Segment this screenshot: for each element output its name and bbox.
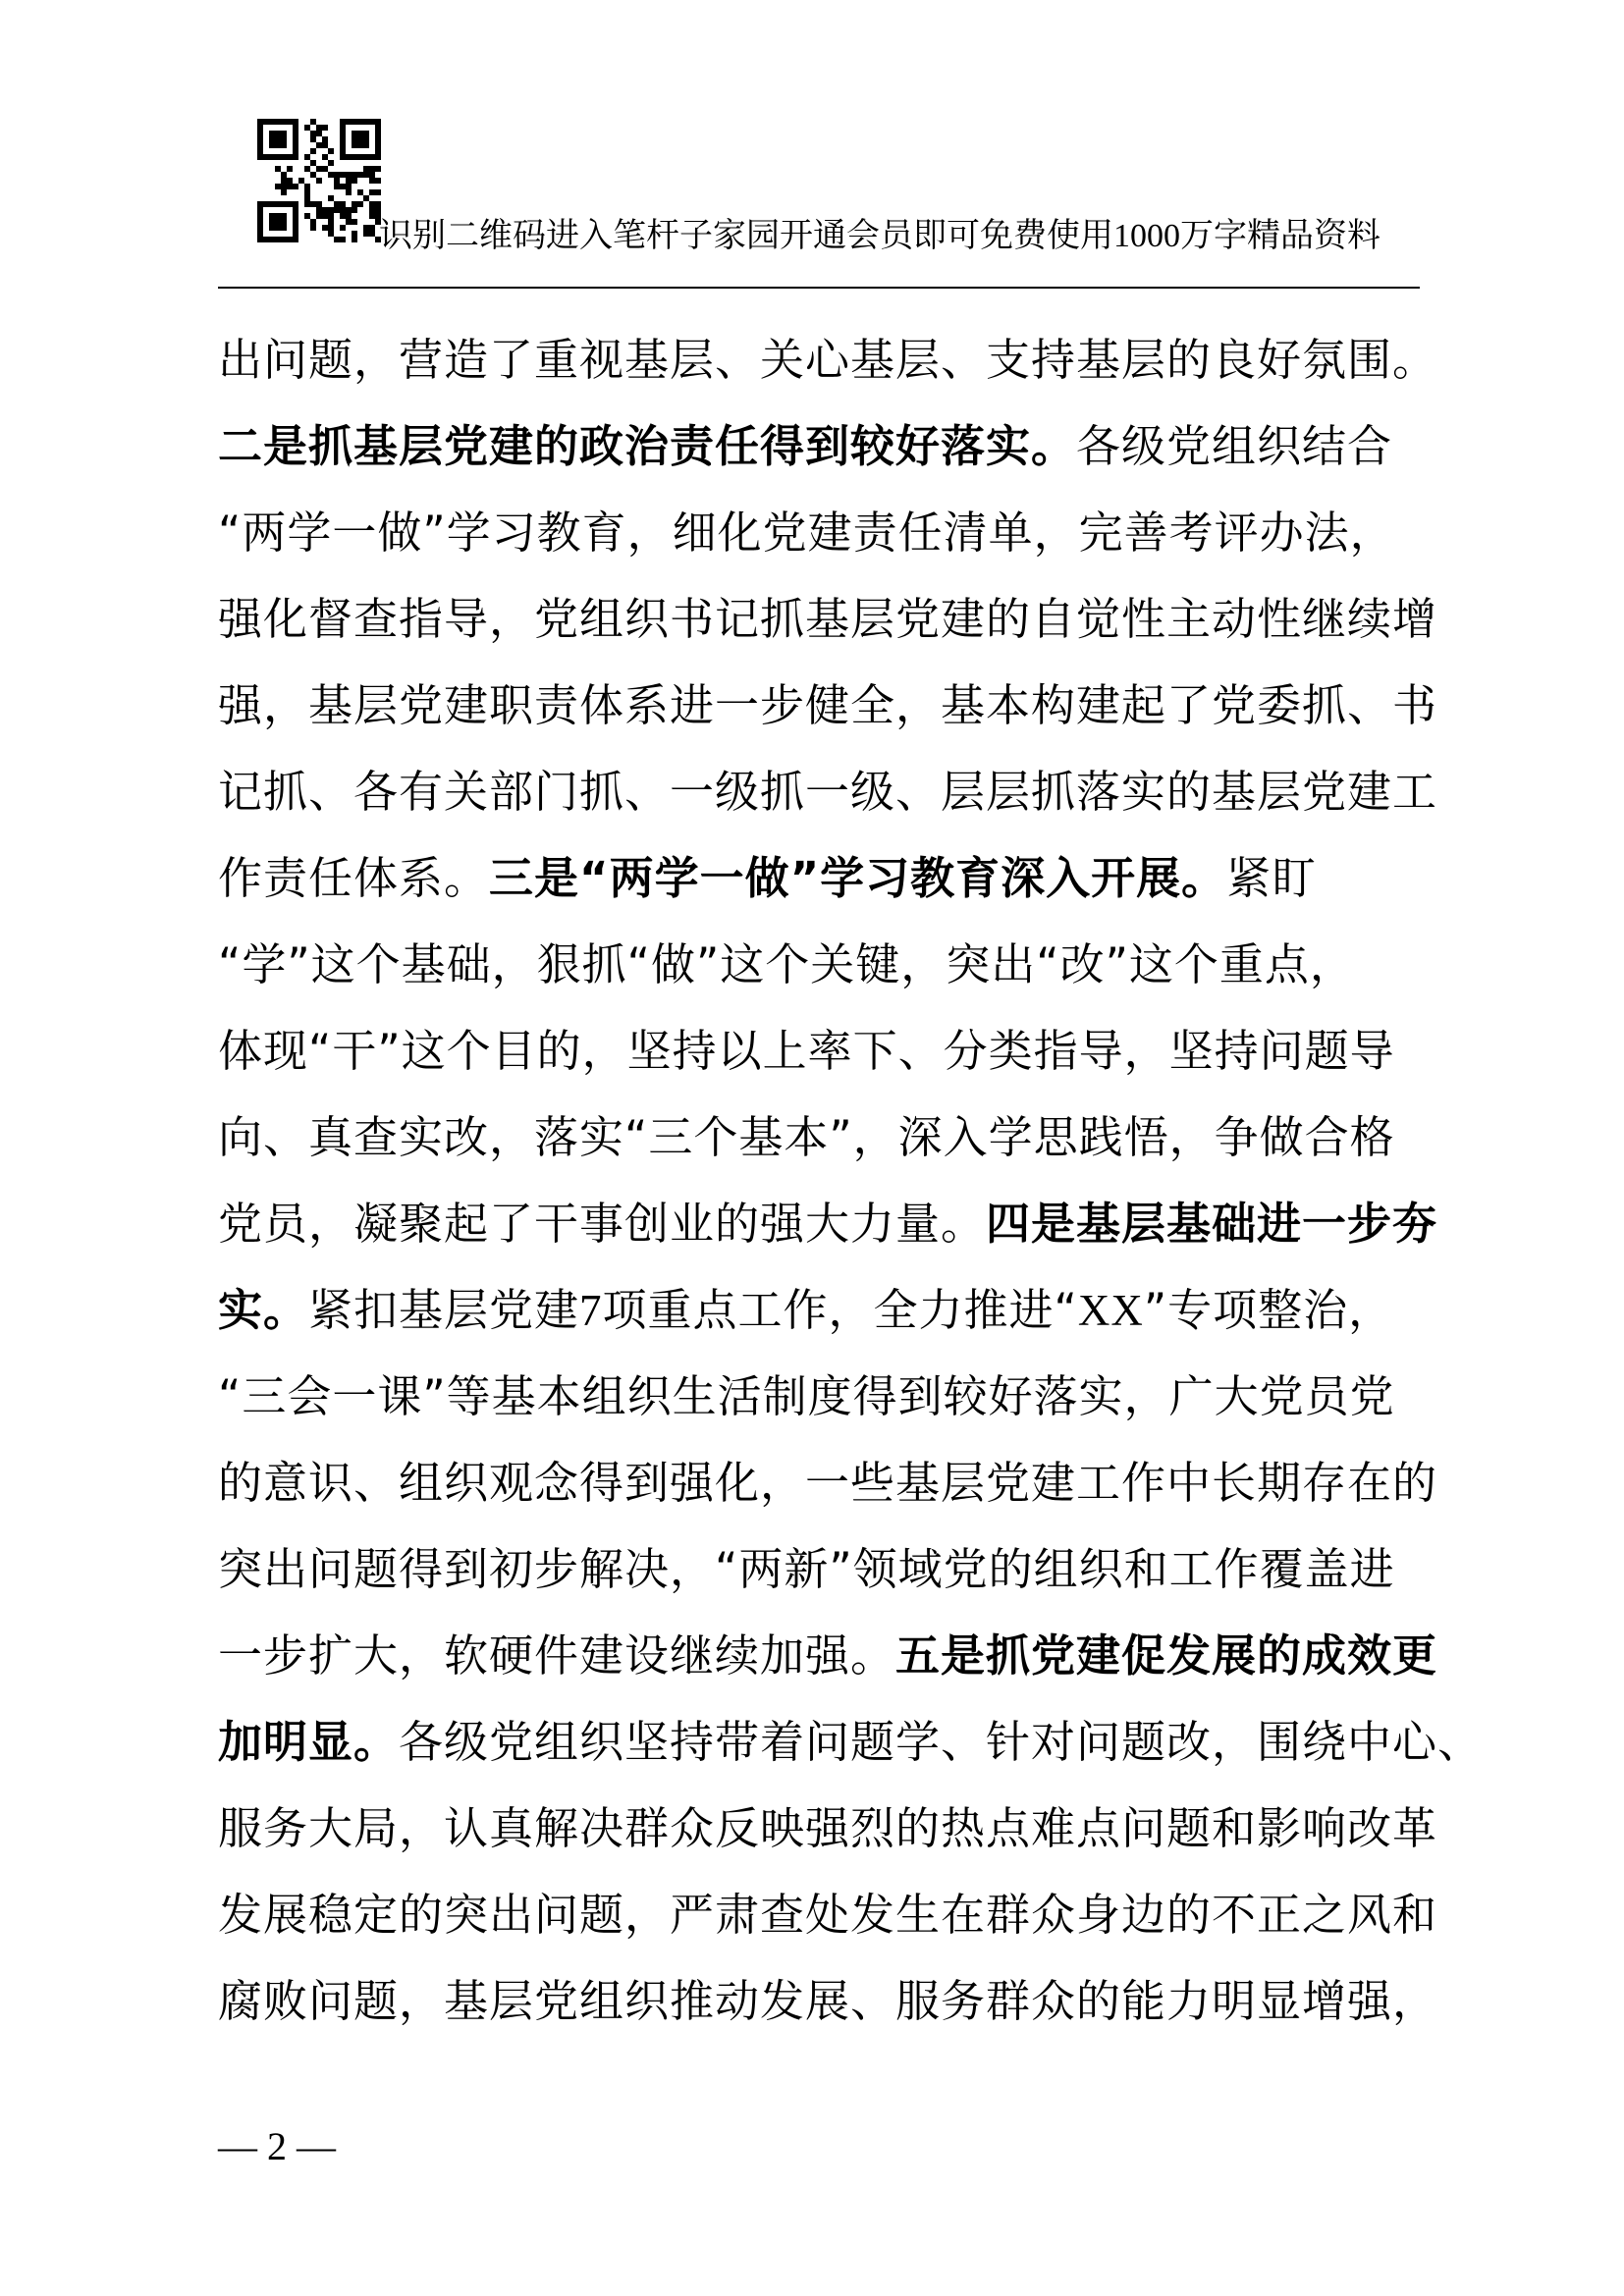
body-text: 紧扣基层党建 (308, 1284, 580, 1336)
text-line (218, 1526, 1432, 1613)
body-text: 出问题，营造了重视基层、关心基层、支持基层的良好氛围。 (218, 334, 1438, 386)
body-text: 的意识、组织观念得到强化，一些基层党建工作中长期存在的 (218, 1457, 1438, 1509)
bold-heading-text: 加明显。 (218, 1716, 400, 1768)
text-line (218, 576, 1438, 663)
text-line (218, 1095, 1432, 1181)
body-text: 强化督查指导，党组织书记抓基层党建的自觉性主动性继续增 (218, 593, 1438, 645)
body-text: 党员，凝聚起了干事创业的强大力量。 (218, 1198, 987, 1250)
body-text: 腐败问题，基层党组织推动发展、服务群众的能力明显增强， (218, 1975, 1438, 2027)
text-line (218, 317, 1438, 403)
body-text: 作责任体系。 (218, 852, 490, 904)
text-line (218, 1008, 1432, 1095)
body-text: 体现“干”这个目的，坚持以上率下、分类指导，坚持问题导 (218, 1025, 1395, 1077)
body-text: ”专项整治， (1143, 1284, 1394, 1336)
header-note: 识别二维码进入笔杆子家园开通会员即可免费使用1000万字精品资料 (379, 218, 1380, 254)
text-line (218, 835, 1432, 922)
text-line (218, 922, 1432, 1008)
body-text: 发展稳定的突出问题，严肃查处发生在群众身边的不正之风和 (218, 1889, 1438, 1941)
document-body (218, 317, 1484, 2045)
body-text: 向、真查实改，落实“三个基本”，深入学思践悟，争做合格 (218, 1111, 1395, 1163)
body-text: 紧盯 (1226, 852, 1318, 904)
body-text: 记抓、各有关部门抓、一级抓一级、层层抓落实的基层党建工 (218, 766, 1438, 818)
text-line (218, 1181, 1438, 1267)
body-text: XX (1077, 1286, 1144, 1335)
body-text: “三会一课”等基本组织生活制度得到较好落实，广大党员党 (218, 1370, 1395, 1422)
body-text: 一步扩大，软硬件建设继续加强。 (218, 1629, 896, 1682)
text-line (218, 1786, 1438, 1872)
text-line (218, 663, 1438, 749)
body-text: “学”这个基础，狠抓“做”这个关键，突出“改”这个重点， (218, 938, 1355, 990)
bold-heading-text: 实。 (218, 1284, 309, 1336)
page-number: — 2 — (218, 2124, 336, 2168)
bold-heading-text: 五是抓党建促发展的成效更 (895, 1629, 1438, 1682)
text-line (218, 403, 1432, 490)
body-text: 项重点工作，全力推进“ (602, 1284, 1078, 1336)
body-text: “两学一做”学习教育，细化党建责任清单，完善考评办法， (218, 507, 1395, 559)
body-text: 突出问题得到初步解决，“两新”领域党的组织和工作覆盖进 (218, 1543, 1395, 1595)
text-line (218, 1354, 1432, 1440)
text-line (218, 1958, 1438, 2045)
body-text: 各级党组织坚持带着问题学、针对问题改，围绕中心、 (399, 1716, 1484, 1768)
text-line (218, 490, 1432, 576)
body-text: 服务大局，认真解决群众反映强烈的热点难点问题和影响改革 (218, 1802, 1438, 1854)
body-text: 7 (579, 1286, 603, 1335)
body-text: 各级党组织结合 (1076, 420, 1393, 472)
body-text: 强，基层党建职责体系进一步健全，基本构建起了党委抓、书 (218, 679, 1438, 731)
bold-heading-text: 二是抓基层党建的政治责任得到较好落实。 (218, 420, 1077, 472)
text-line (218, 749, 1438, 835)
text-line (218, 1872, 1438, 1958)
text-line (218, 1440, 1438, 1526)
bold-heading-text: 三是“两学一做”学习教育深入开展。 (489, 852, 1227, 904)
text-line (218, 1699, 1484, 1786)
qr-code-icon (257, 119, 381, 242)
text-line (218, 1613, 1438, 1699)
bold-heading-text: 四是基层基础进一步夯 (986, 1198, 1438, 1250)
text-line (218, 1267, 1432, 1354)
header-divider (218, 287, 1420, 289)
